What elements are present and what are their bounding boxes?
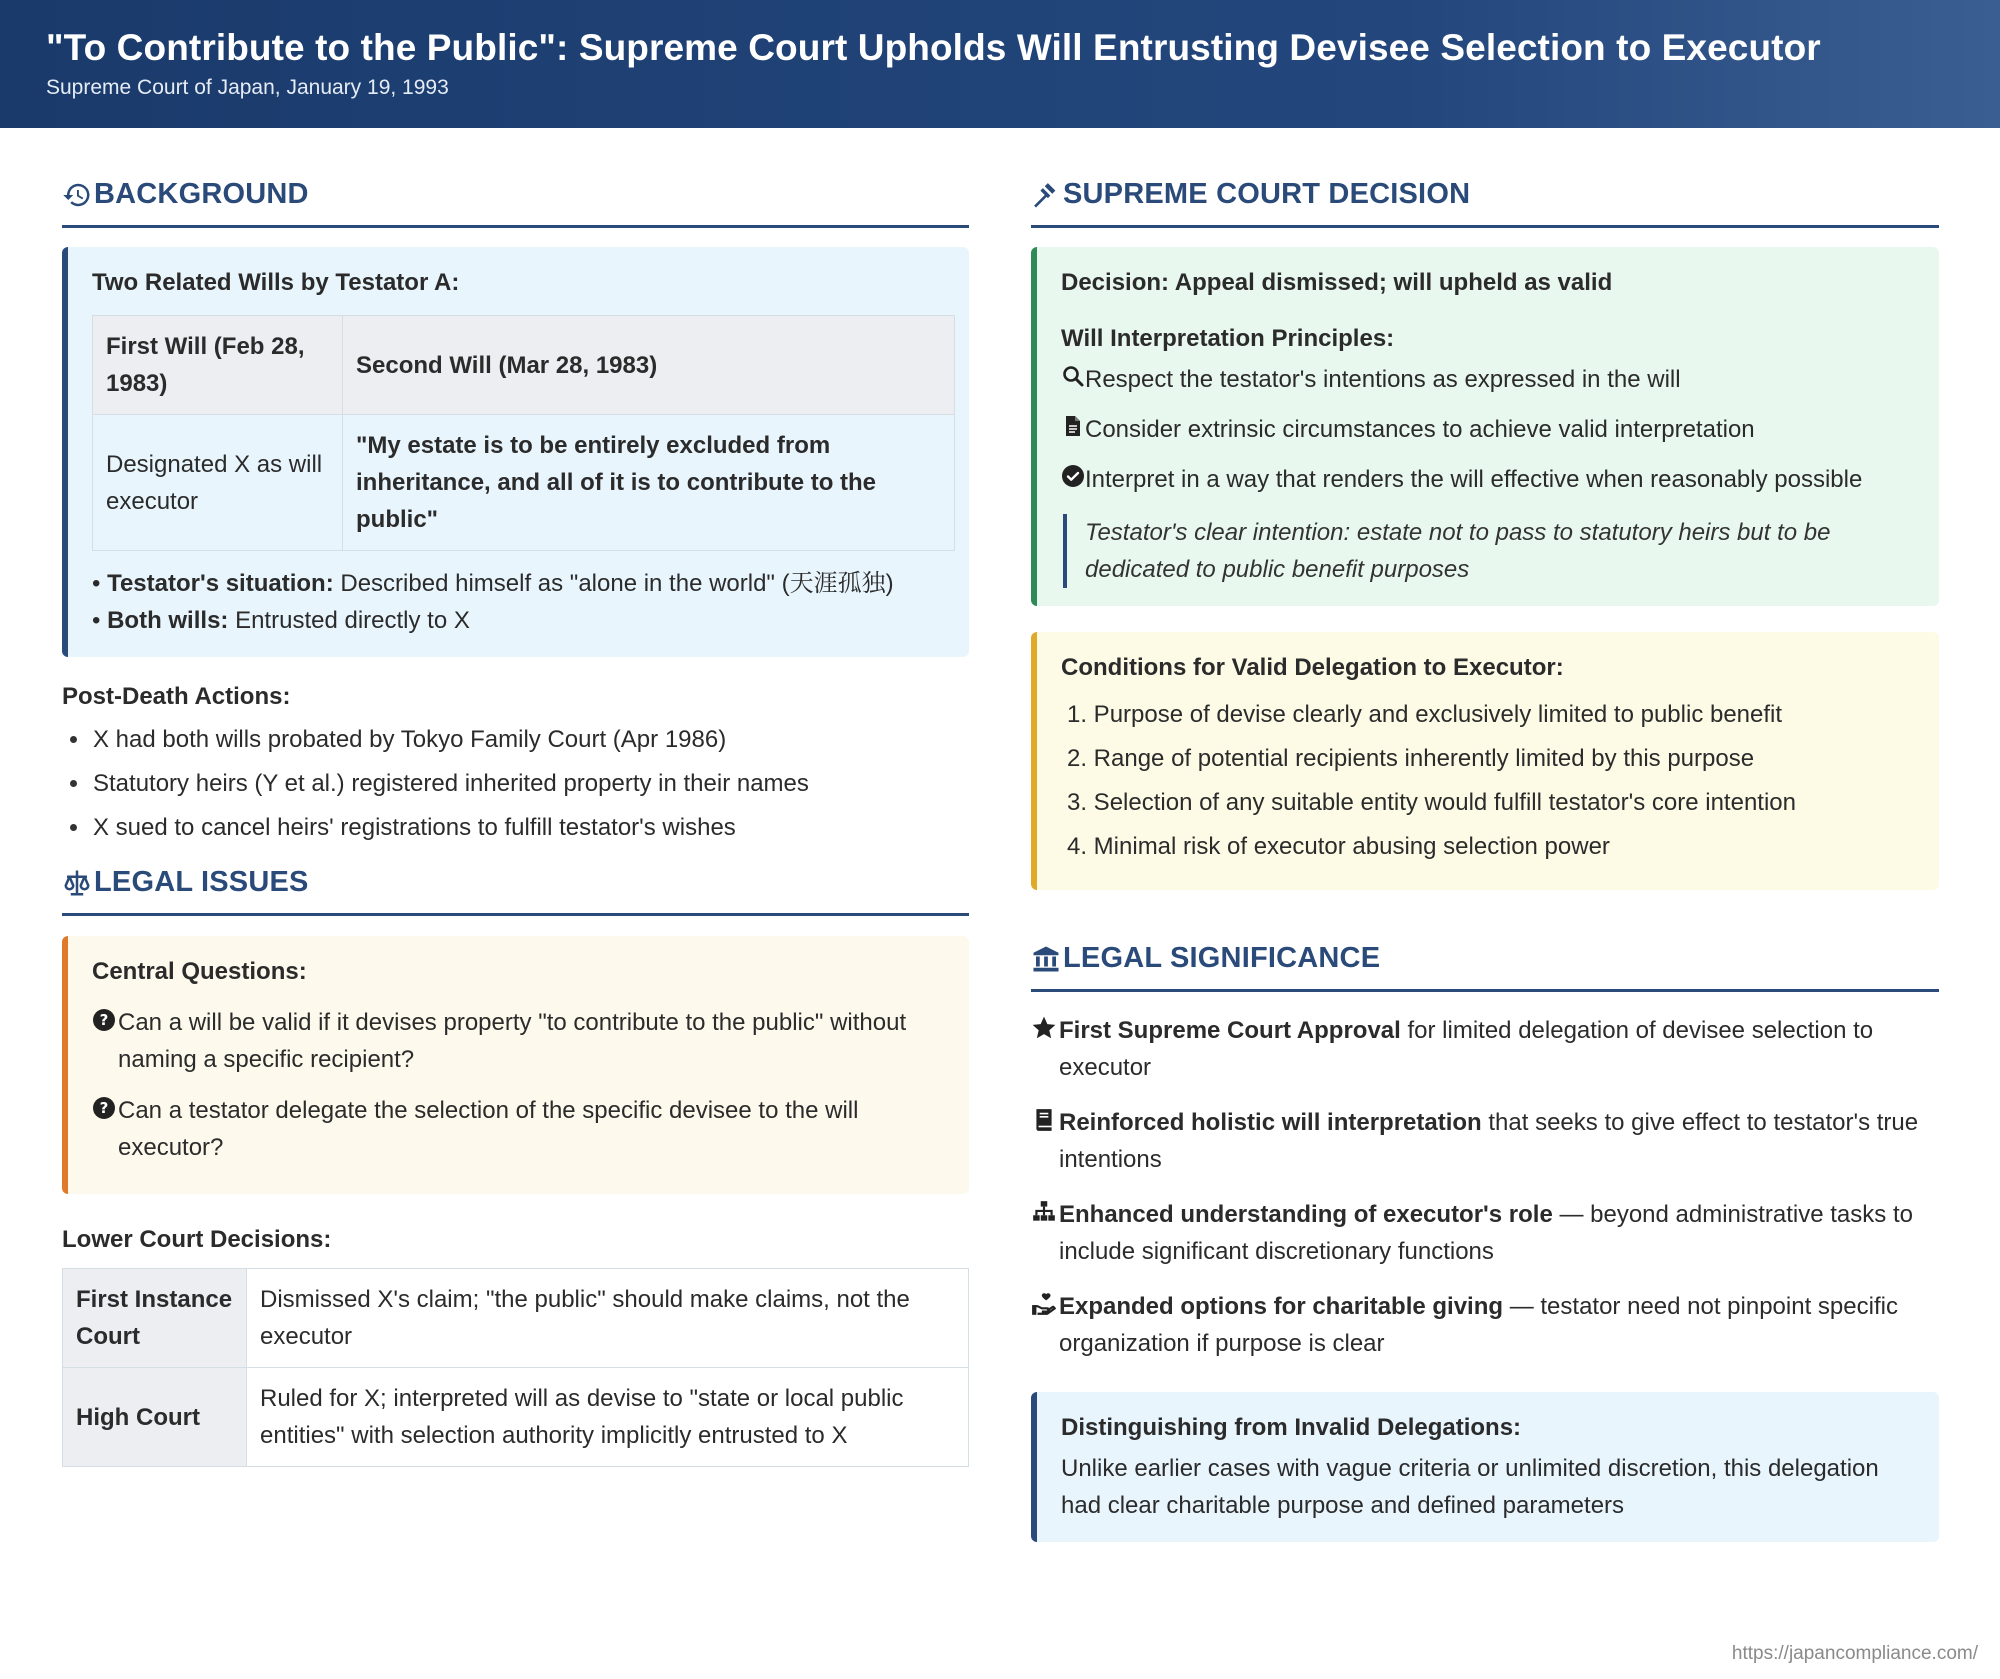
list-item: X had both wills probated by Tokyo Family Court (Apr 1986)	[62, 721, 969, 758]
charity-hand-icon	[1031, 1291, 1059, 1319]
svg-text:?: ?	[99, 1011, 109, 1029]
svg-text:?: ?	[99, 1099, 109, 1117]
post-death-title: Post-Death Actions:	[62, 683, 291, 710]
list-item: 1. Purpose of devise clearly and exclusively limited to public benefit	[1067, 701, 1783, 728]
right-column	[1031, 128, 1939, 1542]
principle-item: Interpret in a way that renders the will effective when reasonably possible	[1061, 461, 1919, 498]
star-icon	[1031, 1015, 1059, 1043]
list-item: Statutory heirs (Y et al.) registered inherited property in their names	[62, 765, 969, 802]
list-item: X sued to cancel heirs' registrations to fulfill testator's wishes	[62, 809, 969, 846]
decision-section-title: SUPREME COURT DECISION	[1031, 178, 1939, 228]
principle-item: Respect the testator's intentions as expressed in the will	[1061, 361, 1919, 398]
conditions-box	[1031, 632, 1939, 890]
testator-situation-bullet: • Testator's situation: Described himself as "alone in the world" (天涯孤独)	[92, 570, 894, 597]
distinguishing-box	[1031, 1392, 1939, 1542]
left-column	[62, 128, 969, 1467]
first-will-cell: Designated X as will executor	[93, 415, 343, 551]
question-circle-icon	[92, 1006, 118, 1032]
page-header	[0, 0, 2000, 128]
second-will-header: Second Will (Mar 28, 1983)	[343, 316, 955, 415]
search-icon	[1061, 362, 1085, 386]
document-icon	[1061, 412, 1085, 436]
both-wills-bullet: • Both wills: Entrusted directly to X	[92, 607, 470, 634]
court-ruling: Ruled for X; interpreted will as devise to "state or local public entities" with selection authority implicitly entrusted to X	[247, 1368, 969, 1467]
question-item: ? Can a testator delegate the selection of the specific devisee to the will executor?	[92, 1092, 949, 1166]
table-row	[63, 1368, 969, 1467]
list-item: 4. Minimal risk of executor abusing selection power	[1067, 833, 1610, 860]
conditions-title: Conditions for Valid Delegation to Executor:	[1061, 654, 1564, 681]
central-questions-heading: Central Questions:	[92, 958, 307, 985]
footer-url[interactable]: https://japancompliance.com/	[1731, 1643, 1978, 1664]
page-title: "To Contribute to the Public": Supreme Court Upholds Will Entrusting Devisee Selection to Executor	[46, 27, 1821, 68]
sitemap-icon	[1031, 1199, 1059, 1227]
gavel-icon	[1031, 180, 1061, 210]
significance-item: Reinforced holistic will interpretation that seeks to give effect to testator's true intentions	[1031, 1104, 1939, 1178]
court-ruling: Dismissed X's claim; "the public" should make claims, not the executor	[247, 1269, 969, 1368]
principles-title: Will Interpretation Principles:	[1061, 325, 1395, 352]
distinguishing-text: Unlike earlier cases with vague criteria or unlimited discretion, this delegation had clear charitable purpose and defined parameters	[1061, 1455, 1879, 1519]
table-row	[63, 1269, 969, 1368]
decision-heading: Decision: Appeal dismissed; will upheld as valid	[1061, 269, 1613, 296]
court-name: First Instance Court	[63, 1269, 247, 1368]
landmark-icon	[1031, 944, 1061, 974]
lower-court-table	[62, 1268, 969, 1467]
history-icon	[62, 180, 92, 210]
wills-box	[62, 247, 969, 657]
scale-icon	[62, 868, 92, 898]
post-death-list	[62, 721, 969, 846]
background-section-title: BACKGROUND	[62, 178, 969, 228]
lower-court-title: Lower Court Decisions:	[62, 1226, 332, 1253]
list-item: 2. Range of potential recipients inherently limited by this purpose	[1067, 745, 1755, 772]
legal-issues-section-title: LEGAL ISSUES	[62, 866, 969, 916]
court-name: High Court	[63, 1368, 247, 1467]
book-icon	[1031, 1107, 1059, 1135]
significance-section-title: LEGAL SIGNIFICANCE	[1031, 942, 1939, 992]
list-item: 3. Selection of any suitable entity would fulfill testator's core intention	[1067, 789, 1796, 816]
significance-item: Expanded options for charitable giving — testator need not pinpoint specific organization if purpose is clear	[1031, 1288, 1939, 1362]
question-circle-icon	[92, 1094, 118, 1120]
significance-item: Enhanced understanding of executor's role — beyond administrative tasks to include significant discretionary functions	[1031, 1196, 1939, 1270]
check-circle-icon	[1061, 462, 1085, 486]
wills-box-heading: Two Related Wills by Testator A:	[92, 269, 460, 296]
conditions-list	[1061, 696, 1919, 865]
central-questions-box	[62, 936, 969, 1194]
page-subtitle: Supreme Court of Japan, January 19, 1993	[46, 76, 449, 99]
first-will-header: First Will (Feb 28, 1983)	[93, 316, 343, 415]
second-will-cell: "My estate is to be entirely excluded from inheritance, and all of it is to contribute to the public"	[343, 415, 955, 551]
significance-item: First Supreme Court Approval for limited delegation of devisee selection to executor	[1031, 1012, 1939, 1086]
testator-intention-quote: Testator's clear intention: estate not to pass to statutory heirs but to be dedicated to public benefit purposes	[1063, 514, 1919, 588]
wills-table	[92, 315, 955, 551]
principle-item: Consider extrinsic circumstances to achieve valid interpretation	[1061, 411, 1919, 448]
distinguishing-title: Distinguishing from Invalid Delegations:	[1061, 1414, 1522, 1441]
question-item: ? Can a will be valid if it devises property "to contribute to the public" without naming a specific recipient?	[92, 1004, 949, 1078]
decision-box	[1031, 247, 1939, 606]
